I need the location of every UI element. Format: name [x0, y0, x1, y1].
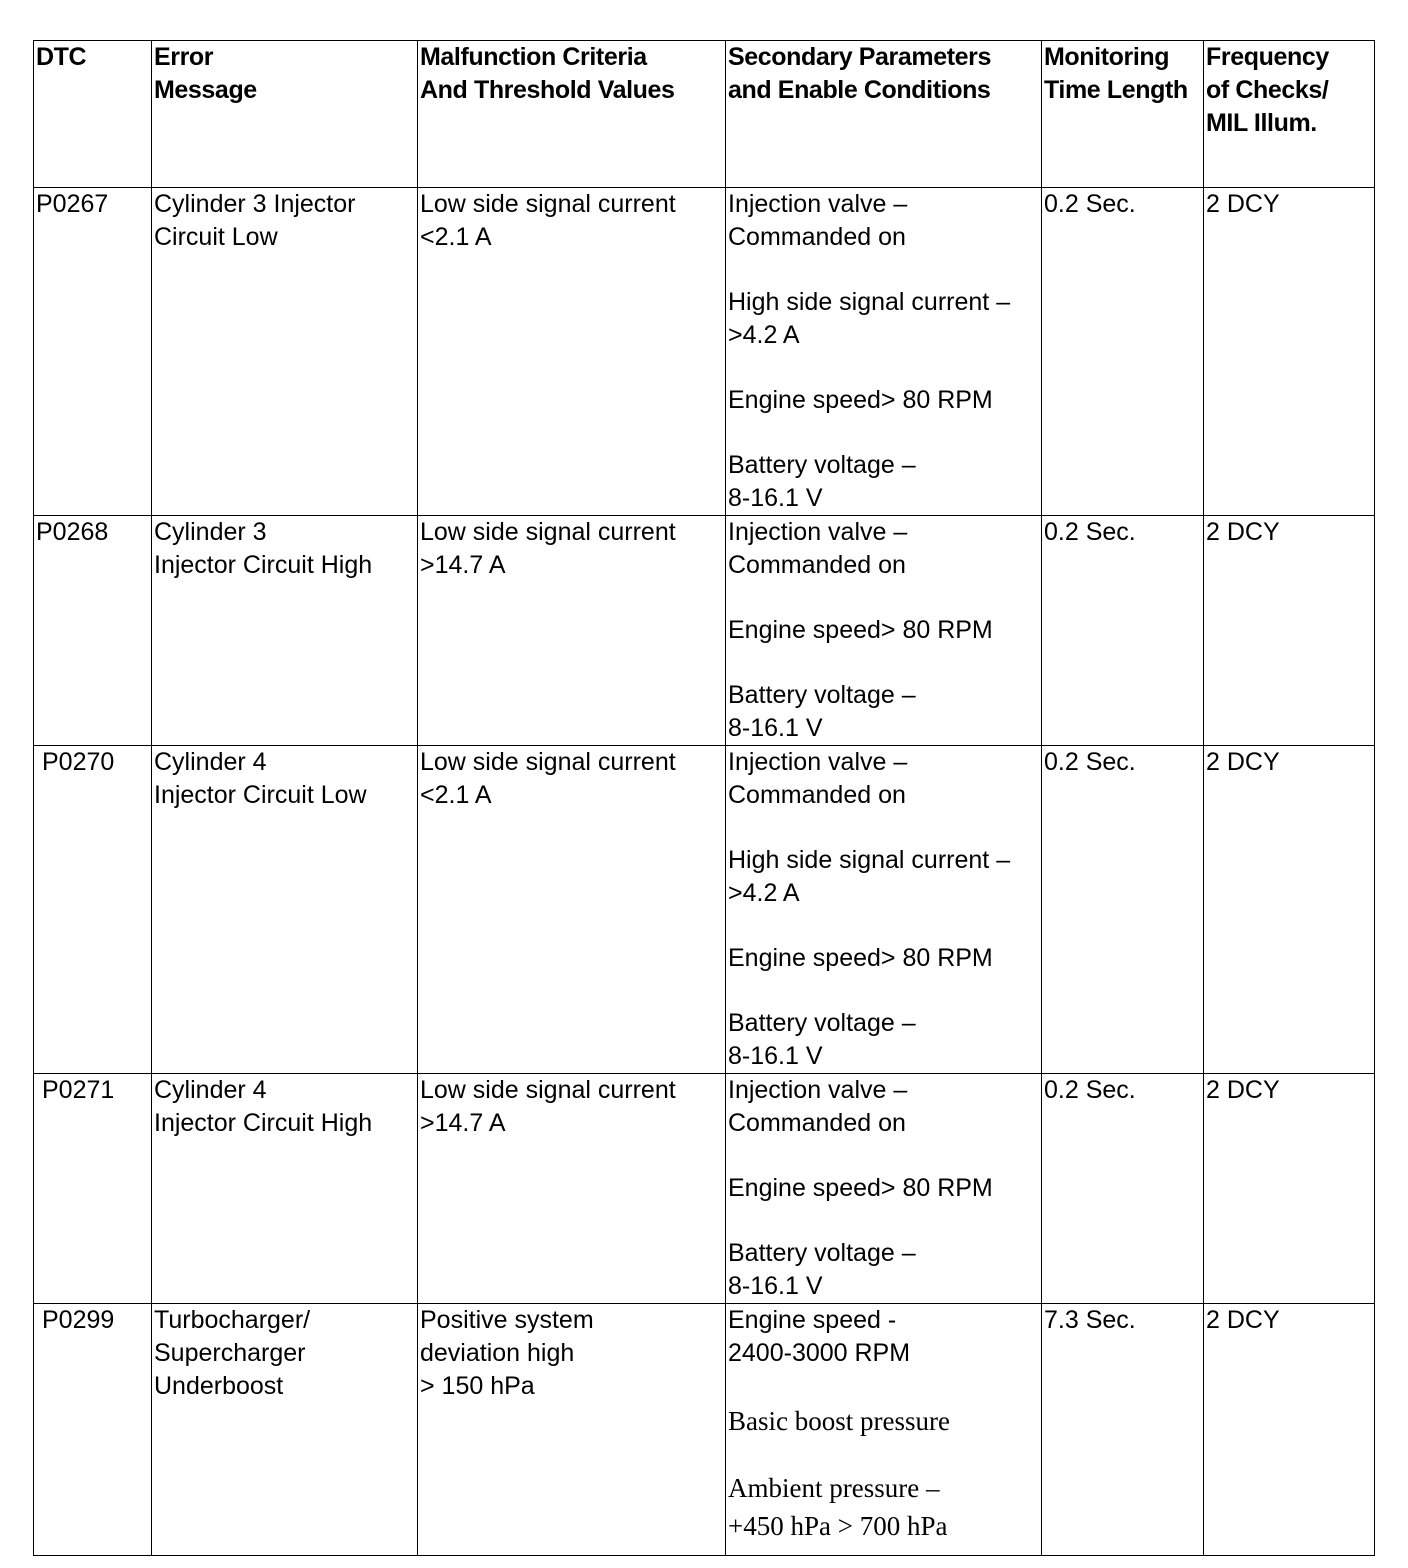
- check-frequency: 2 DCY: [1204, 516, 1375, 746]
- header-row: [34, 41, 1375, 188]
- dtc-code: P0299: [34, 1304, 152, 1556]
- error-message: Cylinder 4 Injector Circuit Low: [152, 746, 418, 1074]
- header-error-message: Error Message: [152, 41, 418, 188]
- dtc-code: P0270: [34, 746, 152, 1074]
- error-message: Cylinder 4 Injector Circuit High: [152, 1074, 418, 1304]
- check-frequency: 2 DCY: [1204, 746, 1375, 1074]
- header-secondary-parameters: Secondary Parameters and Enable Conditions: [726, 41, 1042, 188]
- header-malfunction-criteria: Malfunction Criteria And Threshold Values: [418, 41, 726, 188]
- dtc-table: [33, 40, 1375, 1556]
- enable-conditions: Injection valve – Commanded on Engine speed> 80 RPM Battery voltage – 8-16.1 V: [726, 516, 1042, 746]
- error-message: Turbocharger/ Supercharger Underboost: [152, 1304, 418, 1556]
- enable-conditions: Injection valve – Commanded on Engine speed> 80 RPM Battery voltage – 8-16.1 V: [726, 1074, 1042, 1304]
- malfunction-criteria: Low side signal current >14.7 A: [418, 1074, 726, 1304]
- monitoring-time: 0.2 Sec.: [1042, 188, 1204, 516]
- table-row: [34, 1074, 1375, 1304]
- malfunction-criteria: Positive system deviation high > 150 hPa: [418, 1304, 726, 1556]
- monitoring-time: 0.2 Sec.: [1042, 1074, 1204, 1304]
- malfunction-criteria: Low side signal current <2.1 A: [418, 746, 726, 1074]
- table-row: [34, 188, 1375, 516]
- monitoring-time: 0.2 Sec.: [1042, 746, 1204, 1074]
- enable-conditions: Engine speed - 2400-3000 RPM Basic boost pressure Ambient pressure – +450 hPa > 700 hPa: [726, 1304, 1042, 1556]
- malfunction-criteria: Low side signal current >14.7 A: [418, 516, 726, 746]
- header-frequency: Frequency of Checks/ MIL Illum.: [1204, 41, 1375, 188]
- error-message: Cylinder 3 Injector Circuit High: [152, 516, 418, 746]
- dtc-code: P0268: [34, 516, 152, 746]
- dtc-code: P0271: [34, 1074, 152, 1304]
- enable-conditions: Injection valve – Commanded on High side signal current – >4.2 A Engine speed> 80 RPM Battery voltage – 8-16.1 V: [726, 188, 1042, 516]
- table-row: [34, 746, 1375, 1074]
- table-row: [34, 516, 1375, 746]
- malfunction-criteria: Low side signal current <2.1 A: [418, 188, 726, 516]
- dtc-code: P0267: [34, 188, 152, 516]
- check-frequency: 2 DCY: [1204, 1304, 1375, 1556]
- header-monitoring-time: Monitoring Time Length: [1042, 41, 1204, 188]
- enable-conditions: Injection valve – Commanded on High side signal current – >4.2 A Engine speed> 80 RPM Battery voltage – 8-16.1 V: [726, 746, 1042, 1074]
- monitoring-time: 0.2 Sec.: [1042, 516, 1204, 746]
- error-message: Cylinder 3 Injector Circuit Low: [152, 188, 418, 516]
- check-frequency: 2 DCY: [1204, 188, 1375, 516]
- monitoring-time: 7.3 Sec.: [1042, 1304, 1204, 1556]
- header-dtc: DTC: [34, 41, 152, 188]
- check-frequency: 2 DCY: [1204, 1074, 1375, 1304]
- table-row: [34, 1304, 1375, 1556]
